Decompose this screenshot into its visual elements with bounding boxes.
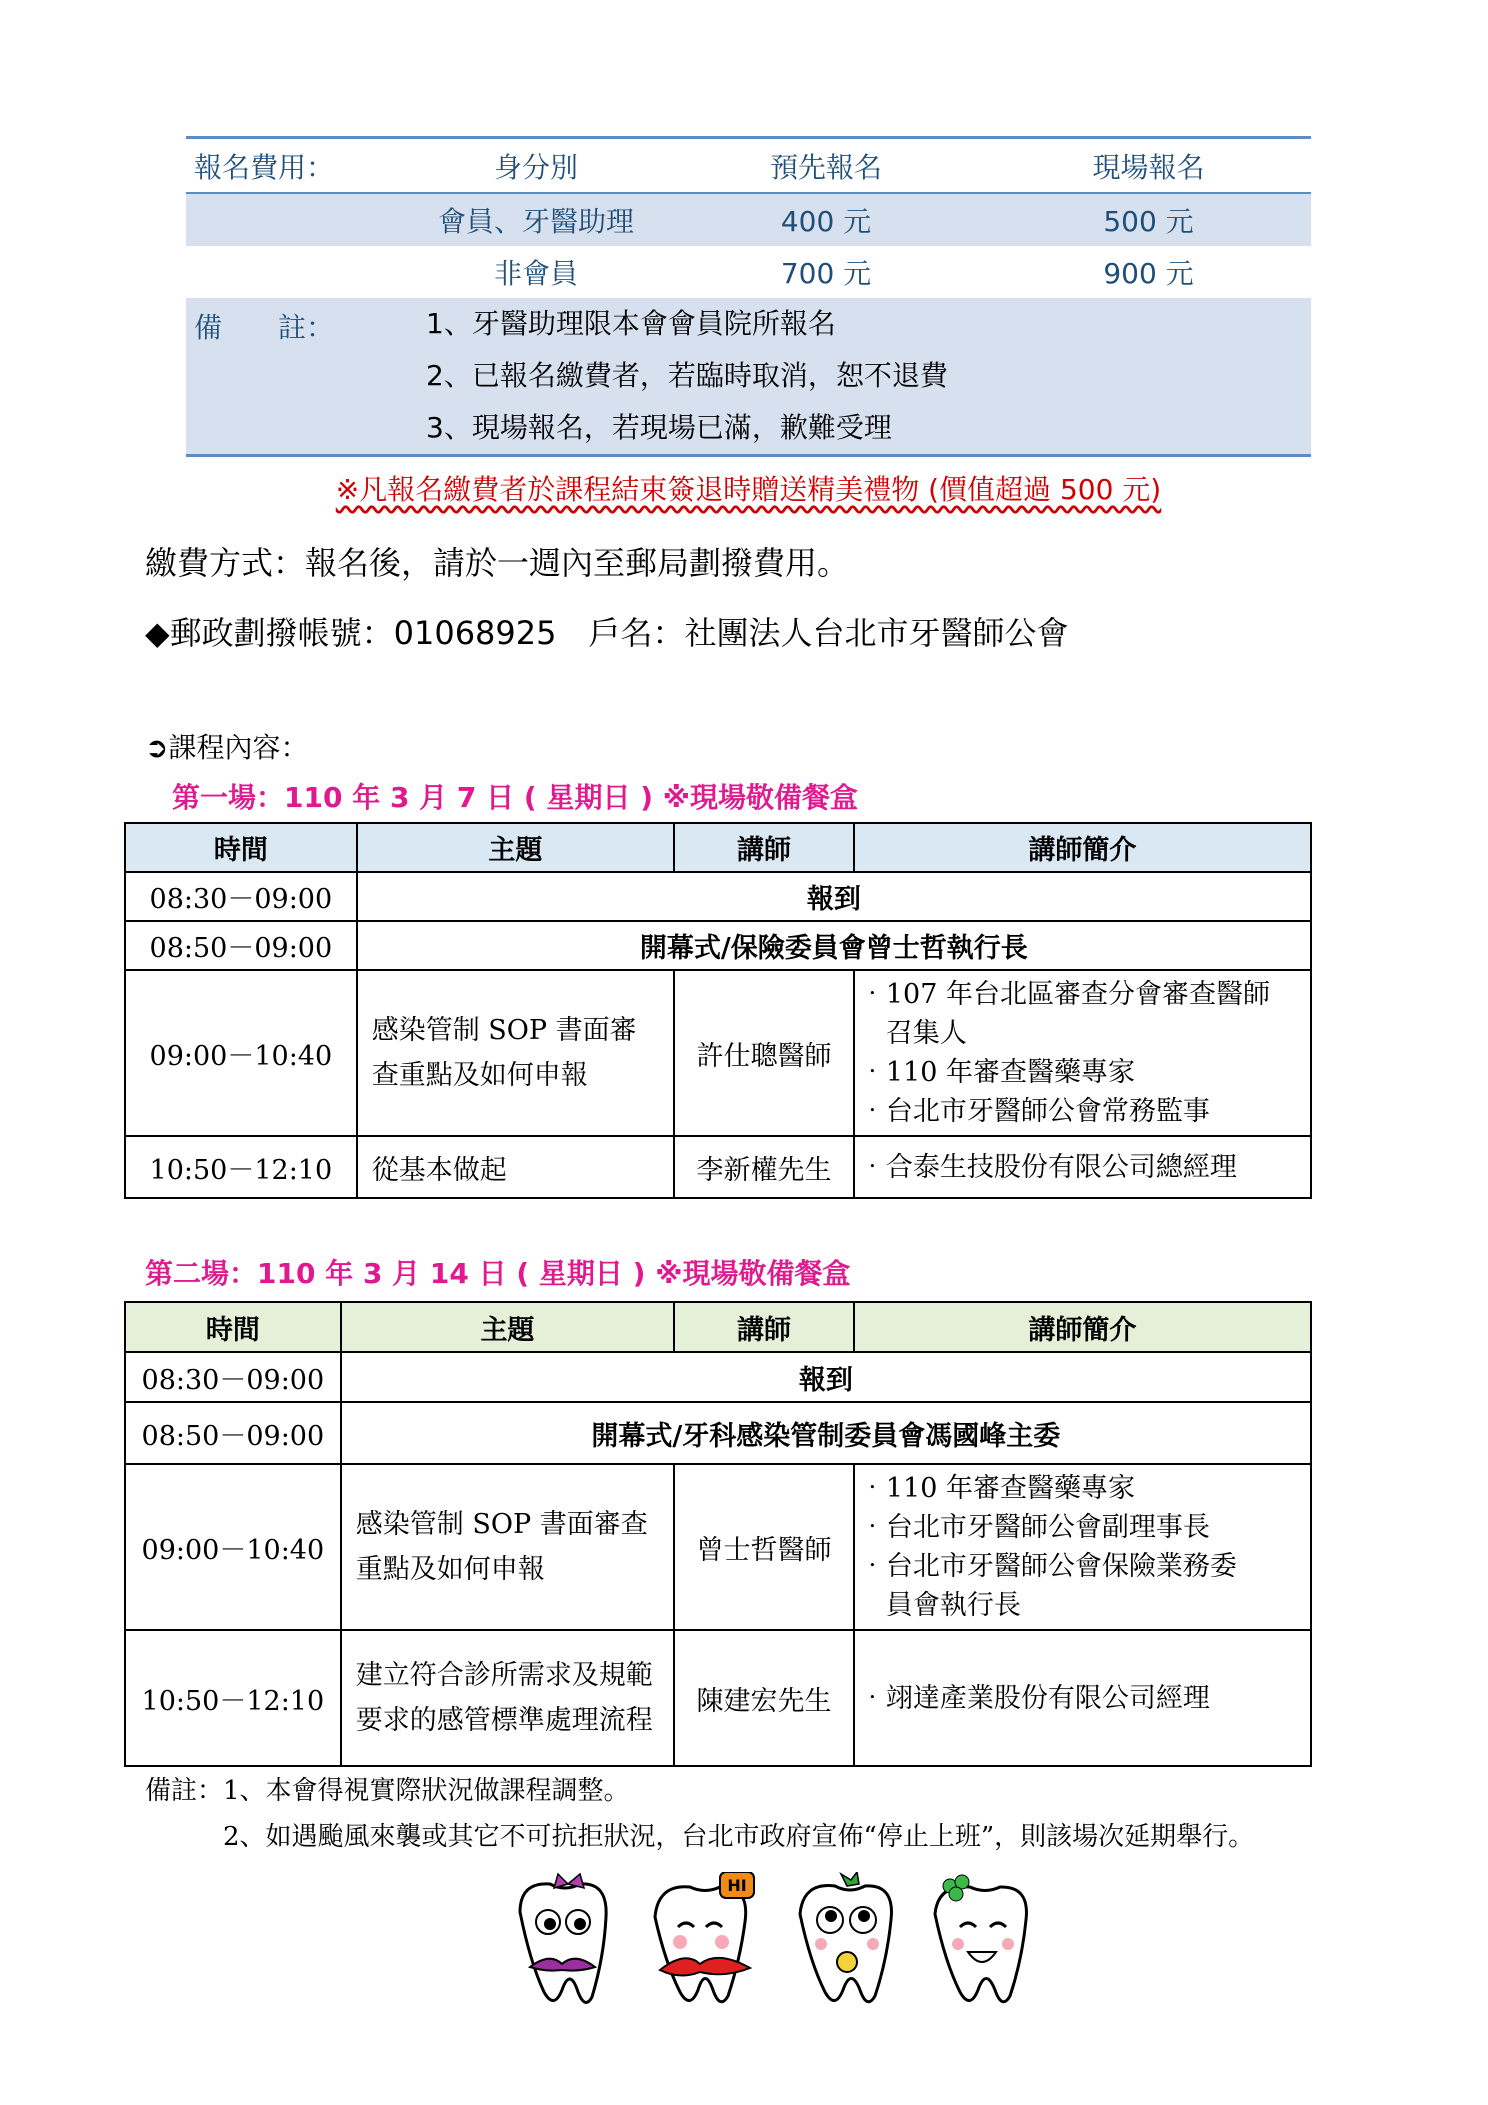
- col-speaker: 講師: [674, 1302, 854, 1352]
- col-time: 時間: [125, 823, 357, 872]
- session1-title: 第一場：110 年 3 月 7 日 ( 星期日 ) ※現場敬備餐盒: [172, 781, 858, 814]
- col-topic: 主題: [341, 1302, 674, 1352]
- time-cell: 10:50－12:10: [125, 1630, 341, 1766]
- bio-cell: [854, 1136, 1311, 1198]
- session1-table: [124, 822, 1312, 1199]
- tooth-mascots-illustration: [500, 1872, 1060, 2012]
- svg-text:HI: HI: [727, 1876, 747, 1895]
- identity-header: 身分別: [406, 138, 666, 194]
- time-cell: 09:00－10:40: [125, 970, 357, 1136]
- note-line: 3、現場報名，若現場已滿，歉難受理: [426, 411, 892, 444]
- onsite-header: 現場報名: [986, 138, 1311, 194]
- topic-cell: 建立符合診所需求及規範要求的感管標準處理流程: [341, 1630, 674, 1766]
- time-cell: 08:50－09:00: [125, 921, 357, 970]
- bio-line: 員會執行長: [858, 1590, 1021, 1621]
- bio-line: ‧合泰生技股份有限公司總經理: [858, 1151, 1237, 1183]
- fee-label: 報名費用：: [186, 138, 406, 194]
- footnote-line: 備註：1、本會得視實際狀況做課程調整。: [145, 1776, 630, 1806]
- bio-line: ‧110 年審查醫藥專家: [858, 1057, 1135, 1088]
- onsite-nonmember: 900 元: [1103, 257, 1194, 290]
- bio-line: ‧107 年台北區審查分會審查醫師: [858, 979, 1270, 1010]
- col-speaker: 講師: [674, 823, 854, 872]
- gift-notice: ※凡報名繳費者於課程結束簽退時贈送精美禮物 (價值超過 500 元): [335, 473, 1162, 506]
- topic-cell: 從基本做起: [357, 1136, 674, 1198]
- col-bio: 講師簡介: [854, 1302, 1311, 1352]
- topic-cell: 感染管制 SOP 書面審查重點及如何申報: [357, 970, 674, 1136]
- course-heading: ➲課程內容：: [145, 731, 309, 764]
- postal-account: ◆郵政劃撥帳號：01068925 戶名：社團法人台北市牙醫師公會: [145, 614, 1069, 652]
- session2-table: [124, 1301, 1312, 1767]
- bio-line: ‧台北市牙醫師公會副理事長: [858, 1512, 1210, 1543]
- col-bio: 講師簡介: [854, 823, 1311, 872]
- col-topic: 主題: [357, 823, 674, 872]
- opening-cell: 開幕式/保險委員會曾士哲執行長: [357, 921, 1311, 970]
- speaker-cell: 許仕聰醫師: [674, 970, 854, 1136]
- col-time: 時間: [125, 1302, 341, 1352]
- topic-cell: 感染管制 SOP 書面審查重點及如何申報: [341, 1464, 674, 1630]
- opening-cell: 開幕式/牙科感染管制委員會馮國峰主委: [341, 1402, 1311, 1464]
- note-line: 2、已報名繳費者，若臨時取消，恕不退費: [426, 359, 948, 392]
- identity-nonmember: 非會員: [493, 257, 578, 290]
- notes-label: 備 註：: [186, 298, 406, 456]
- time-cell: 10:50－12:10: [125, 1136, 357, 1198]
- bio-line: ‧台北市牙醫師公會常務監事: [858, 1096, 1210, 1127]
- speaker-cell: 陳建宏先生: [674, 1630, 854, 1766]
- tooth-mascot-icon: [800, 1872, 891, 2002]
- session2-title: 第二場：110 年 3 月 14 日 ( 星期日 ) ※現場敬備餐盒: [145, 1257, 851, 1290]
- fee-table: [186, 136, 1311, 457]
- tooth-mascot-icon: [520, 1874, 606, 2002]
- identity-member: 會員、牙醫助理: [406, 193, 666, 246]
- tooth-mascot-icon: [655, 1872, 754, 2002]
- time-cell: 08:50－09:00: [125, 1402, 341, 1464]
- bio-cell: [854, 970, 1311, 1136]
- bio-line: 召集人: [858, 1018, 967, 1049]
- bio-line: ‧110 年審查醫藥專家: [858, 1473, 1135, 1504]
- bio-cell: [854, 1630, 1311, 1766]
- payment-method: 繳費方式：報名後，請於一週內至郵局劃撥費用。: [145, 544, 850, 582]
- bio-line: ‧台北市牙醫師公會保險業務委: [858, 1551, 1237, 1582]
- bio-line: ‧翊達產業股份有限公司經理: [858, 1682, 1210, 1714]
- speaker-cell: 李新權先生: [674, 1136, 854, 1198]
- time-cell: 08:30－09:00: [125, 1352, 341, 1402]
- tooth-mascot-icon: [935, 1875, 1026, 2002]
- footnotes: [145, 1768, 1254, 1860]
- checkin-cell: 報到: [341, 1352, 1311, 1402]
- checkin-cell: 報到: [357, 872, 1311, 921]
- onsite-member: 500 元: [986, 193, 1311, 246]
- speaker-cell: 曾士哲醫師: [674, 1464, 854, 1630]
- bio-cell: [854, 1464, 1311, 1630]
- time-cell: 09:00－10:40: [125, 1464, 341, 1630]
- footnote-line: 2、如遇颱風來襲或其它不可抗拒狀況，台北市政府宣佈“停止上班”，則該場次延期舉行。: [145, 1822, 1255, 1852]
- advance-member: 400 元: [666, 193, 986, 246]
- time-cell: 08:30－09:00: [125, 872, 357, 921]
- advance-header: 預先報名: [666, 138, 986, 194]
- advance-nonmember: 700 元: [780, 257, 872, 290]
- note-line: 1、牙醫助理限本會會員院所報名: [426, 307, 836, 340]
